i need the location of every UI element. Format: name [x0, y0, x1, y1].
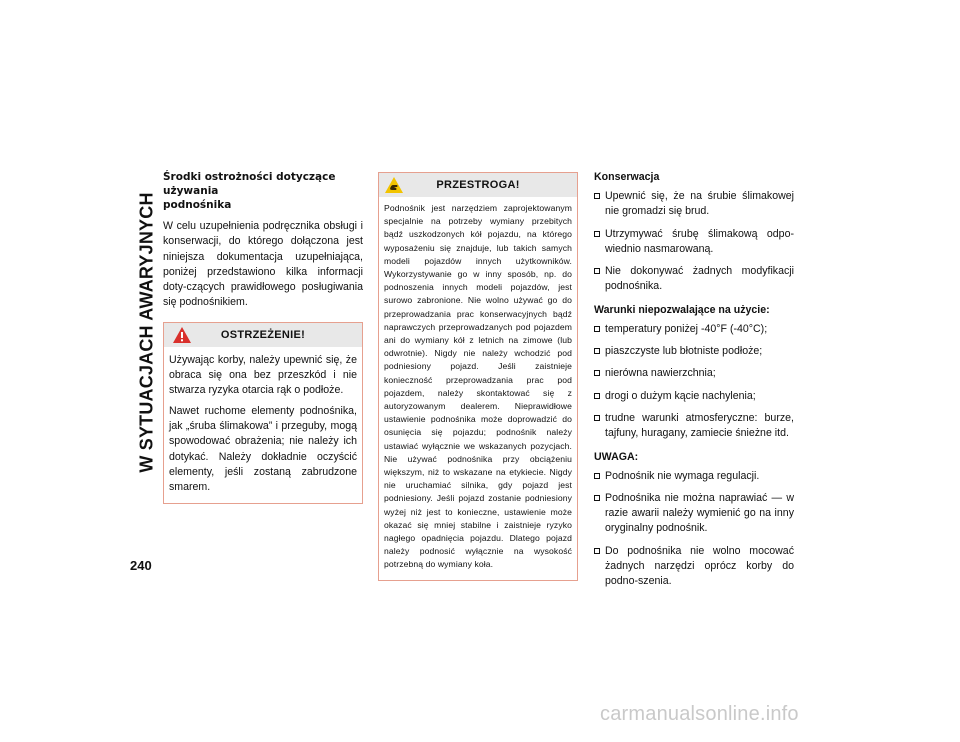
checkbox-bullet-icon — [594, 326, 600, 332]
note-heading: UWAGA: — [594, 450, 639, 463]
warning-triangle-icon — [172, 326, 192, 344]
list-item: piaszczyste lub błotniste podłoże; — [594, 344, 794, 359]
note-list — [594, 469, 794, 590]
checkbox-bullet-icon — [594, 495, 600, 501]
list-item: nierówna nawierzchnia; — [594, 366, 794, 381]
caution-hand-icon — [384, 176, 404, 194]
list-item: Podnośnik nie wymaga regulacji. — [594, 469, 794, 484]
page-number: 240 — [130, 558, 152, 573]
list-item: Podnośnika nie można naprawiać — w razie awarii należy wymienić go na inny oryginalny podnośnik. — [594, 491, 794, 537]
column-middle — [378, 172, 578, 581]
list-item: Utrzymywać śrubę ślimakową odpo-wiednio nasmarowaną. — [594, 227, 794, 258]
warning-header — [164, 323, 362, 347]
section-title-line1: Środki ostrożności dotyczące używania — [163, 171, 336, 197]
maintenance-heading: Konserwacja — [594, 171, 660, 183]
list-item: trudne warunki atmosferyczne: burze, tajfuny, huragany, zamiecie śnieżne itd. — [594, 411, 794, 442]
checkbox-bullet-icon — [594, 548, 600, 554]
checkbox-bullet-icon — [594, 370, 600, 376]
checkbox-bullet-icon — [594, 193, 600, 199]
list-item: temperatury poniżej -40°F (-40°C); — [594, 322, 794, 337]
watermark: carmanualsonline.info — [600, 703, 799, 725]
list-item: Do podnośnika nie wolno mocować żadnych narzędzi oprócz korby do podno-szenia. — [594, 544, 794, 590]
warning-body — [164, 347, 362, 504]
intro-paragraph: W celu uzupełnienia podręcznika obsługi i konserwacji, do którego dołączona jest niniejsza dokumentacja uzupełniająca, poniżej przedstawiono kilka informacji doty-czących prawidłowego posługiwania się podnośnikiem. — [163, 220, 363, 309]
conditions-heading: Warunki niepozwalające na użycie: — [594, 303, 770, 316]
warning-title: OSTRZEŻENIE! — [220, 328, 306, 341]
section-title — [163, 170, 363, 212]
column-left — [163, 170, 363, 504]
warning-box — [163, 322, 363, 505]
checkbox-bullet-icon — [594, 415, 600, 421]
checkbox-bullet-icon — [594, 473, 600, 479]
checkbox-bullet-icon — [594, 348, 600, 354]
list-item: Upewnić się, że na śrubie ślimakowej nie gromadzi się brud. — [594, 189, 794, 220]
chapter-side-tab — [134, 170, 160, 495]
conditions-list — [594, 322, 794, 442]
caution-paragraph: Podnośnik jest narzędziem zaprojektowanym specjalnie na potrzeby wymiany przebitych bądź uszkodzonych kół pojazdu, na którego wyposażeniu się znajduje, lub takich samych modeli pojazdów innych użytkowników. Wykorzystywanie go w inny sposób, np. do podnoszenia innych modeli pojazdów, jest surowo zabronione. Nie wolno używać go do przeprowadzania prac konserwacyjnych bądź naprawczych przeprowadzanych pod pojazdem ani do wymiany kół z letnich na zimowe (lub odwrotnie). Nigdy nie należy wchodzić pod podniesiony pojazd. Jeśli zaistnieje konieczność przeprowadzania prac pod pojazdem, należy skontaktować się z autoryzowanym dealerem. Nieprawidłowe ustawienie podnośnika może doprowadzić do osunięcia się pojazdu; podnośnik należy ustawiać wyłącznie we wskazanych pozycjach. Nie używać podnośnika przy obciążeniu większym, niż to wskazane na etykiecie. Nigdy nie uruchamiać silnika, gdy pojazd jest podniesiony. Jeśli pojazd zostanie podniesiony wyżej niż jest to konieczne, ustawienie może okazać się mniej stabilne i zaistnieje ryzyko nagłego opadnięcia pojazdu. Dlatego pojazd należy podnosić wyłącznie na wysokość potrzebną do wymiany koła. — [384, 203, 572, 570]
checkbox-bullet-icon — [594, 231, 600, 237]
caution-title: PRZESTROGA! — [436, 179, 520, 191]
checkbox-bullet-icon — [594, 268, 600, 274]
section-title-line2: podnośnika — [163, 199, 232, 211]
list-item: drogi o dużym kącie nachylenia; — [594, 389, 794, 404]
caution-body — [379, 197, 577, 580]
caution-header — [379, 173, 577, 197]
chapter-title: W SYTUACJACH AWARYJNYCH — [136, 192, 157, 473]
maintenance-list — [594, 189, 794, 295]
warning-paragraph-1: Używając korby, należy upewnić się, że obraca się ona bez przeszkód i nie stwarza ryzyka otarcia rąk o podłoże. — [169, 353, 357, 397]
warning-paragraph-2: Nawet ruchome elementy podnośnika, jak „śruba ślimakowa” i przeguby, mogą spowodować obrażenia; nie należy ich dotykać. Należy dokładnie oczyścić elementy, jeśli zostaną zabrudzone smarem. — [169, 404, 357, 494]
column-right — [594, 170, 794, 598]
checkbox-bullet-icon — [594, 393, 600, 399]
caution-box — [378, 172, 578, 581]
list-item: Nie dokonywać żadnych modyfikacji podnośnika. — [594, 264, 794, 295]
